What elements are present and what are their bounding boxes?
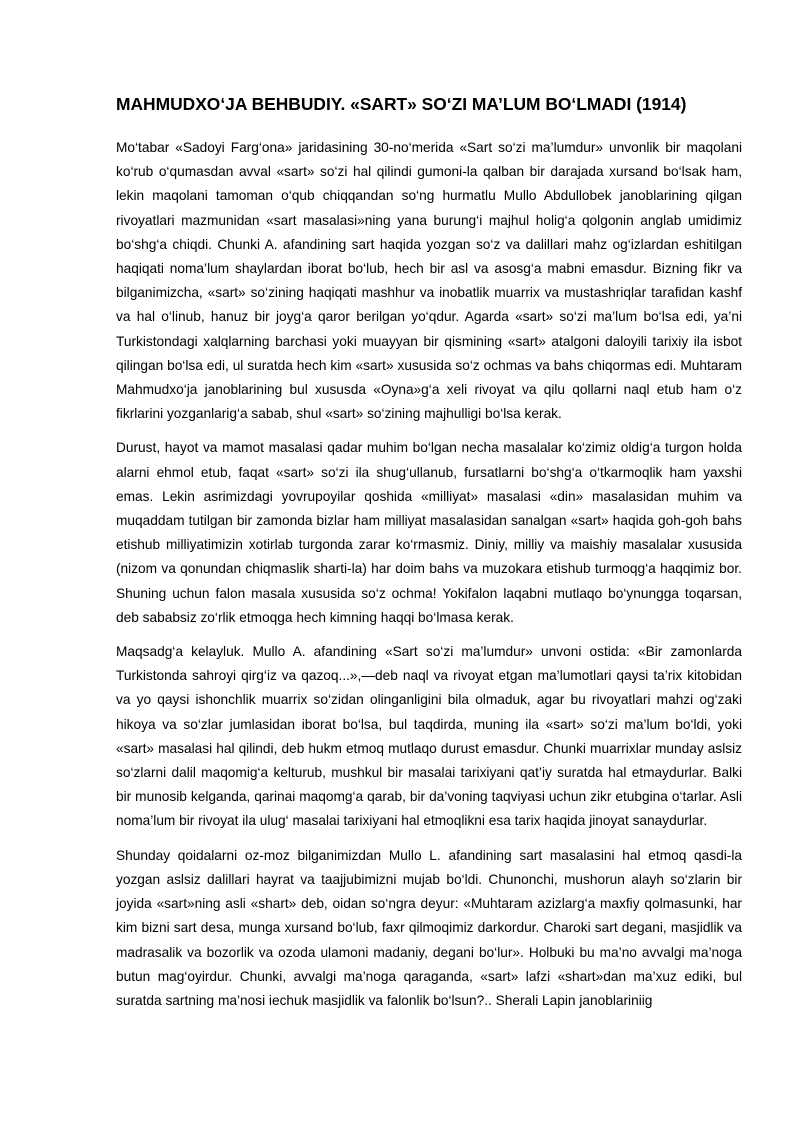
document-body xyxy=(116,92,742,1023)
paragraph-3: Maqsadg‘a kelayluk. Mullo A. afandining «Sart so‘zi ma’lumdur» unvoni ostida: «Bir zamonlarda Turkistonda sahroyi qirg‘iz va qazoq...»,—deb naql va rivoyat etgan ma’lumotlari qaysi ta’rix kitobidan va yo qaysi ishonchlik muarrix so‘zidan olinganligini bila olmaduk, agar bu rivoyatlari mahzi og‘zaki hikoya va so‘zlar jumlasidan iborat bo‘lsa, bul taqdirda, muning ila «sart» so‘zi ma’lum bo‘ldi, yoki «sart» masalasi hal qilindi, deb hukm etmoq mutlaqo durust emasdur. Chunki muarrixlar munday aslsiz so‘zlarni dalil maqomig‘a kelturub, mushkul bir masalai tarixiyani qat’iy suratda hal etmaydurlar. Balki bir munosib kelganda, qarinai maqomg‘a qarab, bir da’voning taqviyasi uchun zikr etubgina o‘tarlar. Asli noma’lum bir rivoyat ila ulug‘ masalai tarixiyani hal etmoqlikni esa tarix haqida jinoyat sanaydurlar. xyxy=(116,644,742,829)
document-title: MAHMUDXO‘JA BEHBUDIY. «SART» SO‘ZI MA’LUM BO‘LMADI (1914) xyxy=(116,94,687,114)
paragraph-1: Mo‘tabar «Sadoyi Farg‘ona» jaridasining 30-no‘merida «Sart so‘zi ma’lumdur» unvonlik bir maqolani ko‘rub o‘qumasdan avval «sart» so‘zi hal qilindi gumoni-la qalban bir darajada xursand bo‘lsak ham, lekin maqolani tamoman o‘qub chiqqandan so‘ng hurmatlu Mullo Abdullobek janoblarining qilgan rivoyatlari mazmunidan «sart masalasi»ning yana burung‘i majhul holig‘a qolgonin anglab umidimiz bo‘shg‘a chiqdi. Chunki A. afandining sart haqida yozgan so‘z va dalillari mahz og‘izlardan eshitilgan haqiqati noma’lum shaylardan iborat bo‘lub, hech bir asl va asosg‘a mabni emasdur. Bizning fikr va bilganimizcha, «sart» so‘zining haqiqati mashhur va inobatlik muarrix va mustashriqlar tarafidan kashf va hal o‘linub, hanuz bir joyg‘a qaror berilgan yo‘qdur. Agarda «sart» so‘zi ma’lum bo‘lsa edi, ya’ni Turkistondagi xalqlarning barchasi yoki muayyan bir qismining «sart» atalgoni daloyili tarixiy ila isbot qilingan bo‘lsa edi, ul suratda hech kim «sart» xususida so‘z ochmas va bahs chiqormas edi. Muhtaram Mahmudxo‘ja janoblarining bul xususda «Oyna»g‘a xeli rivoyat va qilu qollarni naql etub ham o‘z fikrlarini yozganlarig‘a sabab, shul «sart» so‘zining majhulligi bo‘lsa kerak. xyxy=(116,140,742,422)
paragraph-4: Shunday qoidalarni oz-moz bilganimizdan Mullo L. afandining sart masalasini hal etmoq qasdi-la yozgan aslsiz dalillari hayrat va taajjubimizni mujab bo‘ldi. Chunonchi, mushorun alayh so‘zlarin bir joyida «sart»ning asli «shart» deb, oidan so‘ngra deyur: «Muhtaram azizlarg‘a maxfiy qolmasunki, har kim bizni sart desa, munga xursand bo‘lub, faxr qilmoqimiz darkordur. Charoki sart degani, masjidlik va madrasalik va bozorlik va ozoda ulamoni madaniy, degani bo‘lur». Holbuki bu ma’no avvalgi ma’noga butun mag‘oyirdur. Chunki, avvalgi ma’noga qaraganda, «sart» lafzi «shart»dan ma’xuz ediki, bul suratda sartning ma’nosi iechuk masjidlik va falonlik bo‘lsun?.. Sherali Lapin janoblariniig xyxy=(116,847,742,1008)
paragraph-2: Durust, hayot va mamot masalasi qadar muhim bo‘lgan necha masalalar ko‘zimiz oldig‘a turgon holda alarni ehmol etub, faqat «sart» so‘zi ila shug‘ullanub, fursatlarni bo‘shg‘a o‘tkarmoqlik ham yaxshi emas. Lekin asrimizdagi yovrupoyilar qoshida «milliyat» masalasi «din» masalasidan muhim va muqaddam tutilgan bir zamonda bizlar ham milliyat masalasidan sanalgan «sart» haqida goh-goh bahs etishub milliyatimizin xotirlab turgonda zarar ko‘rmasmiz. Diniy, milliy va maishiy masalalar xususida (nizom va qonundan chiqmaslik sharti-la) har doim bahs va muzokara etishub turmoqg‘a haqqimiz bor. Shuning uchun falon masala xususida so‘z ochma! Yokifalon laqabni mutlaqo bo‘ynungga toqarsan, deb sababsiz zo‘rlik etmoqga hech kimning haqqi bo‘lmasa kerak. xyxy=(116,440,742,625)
